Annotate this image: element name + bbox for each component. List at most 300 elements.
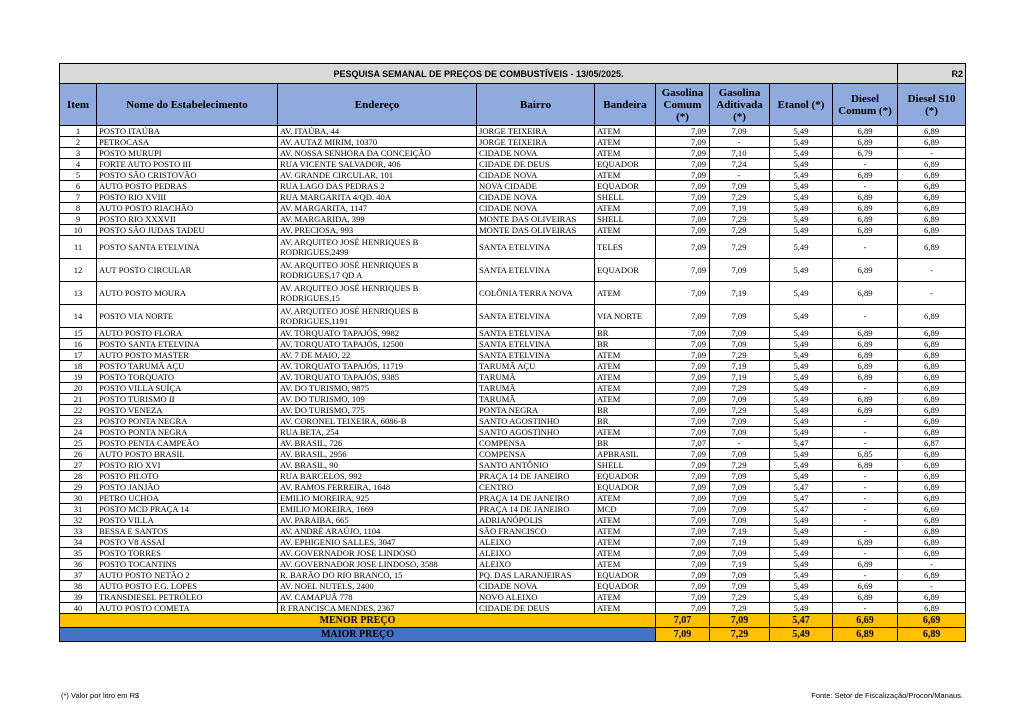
row-item: 23 <box>60 416 97 427</box>
row-gasolina-comum: 7,09 <box>656 225 710 236</box>
row-bairro: ALEIXO <box>477 548 595 559</box>
row-bandeira: ATEM <box>595 548 656 559</box>
row-bandeira: SHELL <box>595 192 656 203</box>
row-diesel-s10: 6,87 <box>898 438 966 449</box>
row-diesel-comum: - <box>833 383 898 394</box>
row-item: 37 <box>60 570 97 581</box>
row-gasolina-comum: 7,09 <box>656 603 710 614</box>
table-row <box>60 236 966 259</box>
row-etanol: 5,49 <box>770 181 833 192</box>
row-diesel-s10: 6,89 <box>898 515 966 526</box>
row-bandeira: EQUADOR <box>595 581 656 592</box>
row-item: 3 <box>60 148 97 159</box>
row-gasolina-comum: 7,09 <box>656 548 710 559</box>
row-endereco: R. BARÃO DO RIO BRANCO, 15 <box>278 570 477 581</box>
row-gasolina-comum: 7,09 <box>656 449 710 460</box>
row-item: 20 <box>60 383 97 394</box>
row-diesel-comum: 6,89 <box>833 214 898 225</box>
row-diesel-comum: - <box>833 236 898 259</box>
row-gasolina-aditivada: 7,09 <box>710 126 770 137</box>
row-gasolina-comum: 7,09 <box>656 282 710 305</box>
row-diesel-comum: 6,89 <box>833 192 898 203</box>
row-bairro: CIDADE DE DEUS <box>477 159 595 170</box>
row-nome: BESSA E SANTOS <box>97 526 278 537</box>
row-item: 32 <box>60 515 97 526</box>
row-etanol: 5,49 <box>770 328 833 339</box>
row-gasolina-aditivada: 7,09 <box>710 493 770 504</box>
row-endereco: AV. ARQUITEO JOSÉ HENRIQUES B RODRIGUES,15 <box>278 282 477 305</box>
row-etanol: 5,49 <box>770 282 833 305</box>
row-bairro: ALEIXO <box>477 559 595 570</box>
row-bandeira: BR <box>595 438 656 449</box>
column-header-row <box>60 84 966 126</box>
row-endereco: AV. ARQUITEO JOSÉ HENRIQUES B RODRIGUES,17 QD A <box>278 259 477 282</box>
table-row <box>60 203 966 214</box>
row-item: 6 <box>60 181 97 192</box>
row-gasolina-aditivada: 7,09 <box>710 581 770 592</box>
row-nome: POSTO VILLA SUÍÇA <box>97 383 278 394</box>
row-gasolina-comum: 7,09 <box>656 394 710 405</box>
table-row <box>60 126 966 137</box>
row-endereco: RUA BARCELOS, 992 <box>278 471 477 482</box>
row-gasolina-aditivada: 7,29 <box>710 236 770 259</box>
row-gasolina-comum: 7,09 <box>656 427 710 438</box>
table-row <box>60 493 966 504</box>
row-gasolina-comum: 7,09 <box>656 203 710 214</box>
row-gasolina-aditivada: 7,09 <box>710 305 770 328</box>
price-survey-sheet <box>59 63 965 642</box>
row-item: 1 <box>60 126 97 137</box>
row-diesel-s10: 6,89 <box>898 170 966 181</box>
row-bairro: CIDADE NOVA <box>477 170 595 181</box>
row-diesel-comum: - <box>833 526 898 537</box>
row-nome: POSTO RIO XVI <box>97 460 278 471</box>
row-diesel-s10: 6,89 <box>898 537 966 548</box>
row-gasolina-aditivada: - <box>710 438 770 449</box>
row-diesel-s10: - <box>898 581 966 592</box>
row-endereco: AV. ANDRÉ ARAÚJO, 1104 <box>278 526 477 537</box>
row-gasolina-aditivada: 7,29 <box>710 192 770 203</box>
row-bandeira: SHELL <box>595 214 656 225</box>
row-bairro: SANTO AGOSTINHO <box>477 416 595 427</box>
row-diesel-s10: 6,89 <box>898 236 966 259</box>
row-nome: POSTO V8 ASSAÍ <box>97 537 278 548</box>
table-row <box>60 214 966 225</box>
row-bandeira: ATEM <box>595 137 656 148</box>
row-diesel-comum: - <box>833 416 898 427</box>
row-gasolina-comum: 7,09 <box>656 570 710 581</box>
row-nome: FORTE AUTO POSTO III <box>97 159 278 170</box>
row-endereco: AV. CORONEL TEIXEIRA, 6086-B <box>278 416 477 427</box>
row-gasolina-comum: 7,09 <box>656 126 710 137</box>
row-endereco: AV. GRANDE CIRCULAR, 101 <box>278 170 477 181</box>
row-endereco: AV. CAMAPUÃ 778 <box>278 592 477 603</box>
row-bairro: SANTO ANTÔNIO <box>477 460 595 471</box>
row-gasolina-comum: 7,09 <box>656 148 710 159</box>
row-etanol: 5,49 <box>770 548 833 559</box>
row-endereco: AV. NOSSA SENHORA DA CONCEIÇÃO <box>278 148 477 159</box>
row-item: 17 <box>60 350 97 361</box>
row-diesel-s10: - <box>898 148 966 159</box>
row-etanol: 5,49 <box>770 159 833 170</box>
row-nome: POSTO SANTA ETELVINA <box>97 339 278 350</box>
row-gasolina-aditivada: 7,09 <box>710 515 770 526</box>
row-endereco: R FRANCISCA MENDES, 2367 <box>278 603 477 614</box>
row-gasolina-aditivada: - <box>710 170 770 181</box>
row-nome: POSTO MCD PRAÇA 14 <box>97 504 278 515</box>
row-diesel-comum: 6,89 <box>833 592 898 603</box>
row-gasolina-comum: 7,09 <box>656 214 710 225</box>
row-item: 13 <box>60 282 97 305</box>
menor-preco-row <box>60 614 966 628</box>
row-diesel-comum: - <box>833 548 898 559</box>
row-nome: AUTO POSTO MOURA <box>97 282 278 305</box>
row-bairro: SANTA ETELVINA <box>477 339 595 350</box>
row-nome: AUTO POSTO F.G. LOPES <box>97 581 278 592</box>
row-endereco: AV. RAMOS FERREIRA, 1648 <box>278 482 477 493</box>
row-endereco: EMILIO MOREIRA, 1669 <box>278 504 477 515</box>
row-diesel-s10: 6,89 <box>898 570 966 581</box>
row-diesel-comum: 6,89 <box>833 350 898 361</box>
row-etanol: 5,49 <box>770 449 833 460</box>
row-diesel-comum: 6,89 <box>833 170 898 181</box>
row-diesel-comum: 6,89 <box>833 328 898 339</box>
row-diesel-comum: 6,89 <box>833 259 898 282</box>
row-bandeira: ATEM <box>595 559 656 570</box>
row-bandeira: ATEM <box>595 537 656 548</box>
row-item: 4 <box>60 159 97 170</box>
row-etanol: 5,49 <box>770 148 833 159</box>
row-nome: POSTO SANTA ETELVINA <box>97 236 278 259</box>
row-etanol: 5,47 <box>770 504 833 515</box>
row-etanol: 5,49 <box>770 372 833 383</box>
row-gasolina-comum: 7,09 <box>656 137 710 148</box>
row-diesel-s10: 6,89 <box>898 192 966 203</box>
table-row <box>60 537 966 548</box>
row-bandeira: EQUADOR <box>595 259 656 282</box>
table-row <box>60 581 966 592</box>
row-diesel-comum: 6,89 <box>833 282 898 305</box>
menor-etanol: 5,47 <box>770 614 833 628</box>
row-bandeira: ATEM <box>595 350 656 361</box>
row-diesel-s10: 6,89 <box>898 350 966 361</box>
row-nome: AUTO POSTO MASTER <box>97 350 278 361</box>
row-gasolina-comum: 7,09 <box>656 515 710 526</box>
row-etanol: 5,49 <box>770 526 833 537</box>
col-etanol: Etanol (*) <box>770 84 833 126</box>
row-gasolina-aditivada: 7,09 <box>710 328 770 339</box>
row-bandeira: ATEM <box>595 203 656 214</box>
row-bandeira: VIA NORTE <box>595 305 656 328</box>
row-endereco: AV. DO TURISMO, 109 <box>278 394 477 405</box>
row-nome: POSTO VENEZA <box>97 405 278 416</box>
row-item: 25 <box>60 438 97 449</box>
row-diesel-comum: 6,89 <box>833 394 898 405</box>
row-bairro: SANTA ETELVINA <box>477 305 595 328</box>
table-row <box>60 170 966 181</box>
row-gasolina-aditivada: 7,09 <box>710 339 770 350</box>
row-endereco: AV. AUTAZ MIRIM, 10370 <box>278 137 477 148</box>
col-item: Item <box>60 84 97 126</box>
row-nome: POSTO JANJÃO <box>97 482 278 493</box>
row-item: 12 <box>60 259 97 282</box>
row-diesel-comum: - <box>833 482 898 493</box>
menor-diesel-s10: 6,69 <box>898 614 966 628</box>
table-row <box>60 603 966 614</box>
footer-source: Fonte: Setor de Fiscalização/Procon/Manaus. <box>811 691 963 700</box>
row-item: 19 <box>60 372 97 383</box>
row-diesel-s10: 6,89 <box>898 214 966 225</box>
row-bairro: PRAÇA 14 DE JANEIRO <box>477 504 595 515</box>
row-diesel-s10: 6,89 <box>898 361 966 372</box>
row-gasolina-comum: 7,09 <box>656 581 710 592</box>
row-bandeira: TELES <box>595 236 656 259</box>
row-gasolina-aditivada: 7,19 <box>710 559 770 570</box>
row-bandeira: ATEM <box>595 526 656 537</box>
menor-diesel-comum: 6,69 <box>833 614 898 628</box>
row-endereco: AV. PRECIOSA, 993 <box>278 225 477 236</box>
row-nome: AUTO POSTO PEDRAS <box>97 181 278 192</box>
row-item: 9 <box>60 214 97 225</box>
table-row <box>60 559 966 570</box>
table-row <box>60 148 966 159</box>
row-gasolina-comum: 7,09 <box>656 537 710 548</box>
maior-gasolina-comum: 7,09 <box>656 628 710 642</box>
row-diesel-s10: - <box>898 559 966 570</box>
row-gasolina-aditivada: 7,29 <box>710 383 770 394</box>
maior-gasolina-aditivada: 7,29 <box>710 628 770 642</box>
row-gasolina-aditivada: 7,29 <box>710 460 770 471</box>
row-diesel-comum: 6,89 <box>833 126 898 137</box>
row-bandeira: EQUADOR <box>595 471 656 482</box>
row-gasolina-comum: 7,09 <box>656 170 710 181</box>
row-gasolina-comum: 7,09 <box>656 361 710 372</box>
row-nome: TRANSDIESEL PETRÓLEO <box>97 592 278 603</box>
row-diesel-s10: - <box>898 259 966 282</box>
row-nome: PETROCASA <box>97 137 278 148</box>
row-endereco: AV. ITAÚBA, 44 <box>278 126 477 137</box>
table-row <box>60 405 966 416</box>
row-diesel-s10: 6,89 <box>898 305 966 328</box>
row-bandeira: BR <box>595 328 656 339</box>
row-etanol: 5,47 <box>770 438 833 449</box>
row-item: 33 <box>60 526 97 537</box>
row-nome: POSTO RIO XVIII <box>97 192 278 203</box>
row-etanol: 5,49 <box>770 394 833 405</box>
row-nome: PETRO UCHOA <box>97 493 278 504</box>
row-bairro: SANTA ETELVINA <box>477 328 595 339</box>
row-nome: POSTO PILOTO <box>97 471 278 482</box>
row-bairro: SANTO AGOSTINHO <box>477 427 595 438</box>
row-bairro: TARUMÃ <box>477 383 595 394</box>
row-bandeira: ATEM <box>595 126 656 137</box>
row-etanol: 5,47 <box>770 482 833 493</box>
table-row <box>60 526 966 537</box>
row-bairro: MONTE DAS OLIVEIRAS <box>477 214 595 225</box>
row-etanol: 5,49 <box>770 192 833 203</box>
row-gasolina-aditivada: 7,29 <box>710 225 770 236</box>
row-diesel-s10: 6,89 <box>898 592 966 603</box>
row-gasolina-aditivada: 7,19 <box>710 282 770 305</box>
col-endereco: Endereço <box>278 84 477 126</box>
row-bandeira: BR <box>595 339 656 350</box>
row-diesel-s10: 6,89 <box>898 225 966 236</box>
table-row <box>60 361 966 372</box>
row-item: 8 <box>60 203 97 214</box>
row-gasolina-aditivada: 7,09 <box>710 394 770 405</box>
table-row <box>60 515 966 526</box>
row-bandeira: MCD <box>595 504 656 515</box>
row-bairro: NOVO ALEIXO <box>477 592 595 603</box>
row-endereco: RUA VICENTE SALVADOR, 406 <box>278 159 477 170</box>
row-endereco: AV. BRASIL, 90 <box>278 460 477 471</box>
row-nome: AUTO POSTO NETÃO 2 <box>97 570 278 581</box>
price-table <box>59 63 966 642</box>
row-etanol: 5,49 <box>770 383 833 394</box>
row-diesel-comum: - <box>833 305 898 328</box>
row-bandeira: SHELL <box>595 460 656 471</box>
row-gasolina-aditivada: - <box>710 137 770 148</box>
table-row <box>60 416 966 427</box>
row-endereco: AV. PARAIBA, 665 <box>278 515 477 526</box>
row-item: 11 <box>60 236 97 259</box>
row-nome: POSTO PONTA NEGRA <box>97 427 278 438</box>
row-diesel-comum: 6,89 <box>833 339 898 350</box>
row-endereco: EMILIO MOREIRA, 925 <box>278 493 477 504</box>
row-bairro: SÃO FRANCISCO <box>477 526 595 537</box>
row-etanol: 5,49 <box>770 350 833 361</box>
row-endereco: AV. MARGARITA, 1147 <box>278 203 477 214</box>
col-diesel-s10: Diesel S10 (*) <box>898 84 966 126</box>
row-bairro: CENTRO <box>477 482 595 493</box>
row-gasolina-comum: 7,09 <box>656 259 710 282</box>
row-gasolina-comum: 7,09 <box>656 192 710 203</box>
maior-preco-label: MAIOR PREÇO <box>60 628 656 642</box>
row-gasolina-comum: 7,09 <box>656 159 710 170</box>
col-bairro: Bairro <box>477 84 595 126</box>
row-diesel-s10: 6,89 <box>898 460 966 471</box>
row-gasolina-comum: 7,09 <box>656 592 710 603</box>
row-bairro: PRAÇA 14 DE JANEIRO <box>477 493 595 504</box>
table-row <box>60 548 966 559</box>
row-bairro: CIDADE NOVA <box>477 148 595 159</box>
row-endereco: AV. BRASIL, 2956 <box>278 449 477 460</box>
row-diesel-comum: - <box>833 427 898 438</box>
row-etanol: 5,49 <box>770 214 833 225</box>
row-endereco: RUA BETA, 254 <box>278 427 477 438</box>
table-row <box>60 339 966 350</box>
row-endereco: AV. TORQUATO TAPAJÓS, 9385 <box>278 372 477 383</box>
row-item: 24 <box>60 427 97 438</box>
row-bandeira: ATEM <box>595 515 656 526</box>
row-bairro: JORGE TEIXEIRA <box>477 137 595 148</box>
row-bairro: PQ. DAS LARANJEIRAS <box>477 570 595 581</box>
row-bandeira: EQUADOR <box>595 482 656 493</box>
row-gasolina-comum: 7,09 <box>656 181 710 192</box>
row-item: 14 <box>60 305 97 328</box>
row-item: 18 <box>60 361 97 372</box>
row-bairro: COLÔNIA TERRA NOVA <box>477 282 595 305</box>
row-nome: POSTO TOCANTINS <box>97 559 278 570</box>
menor-preco-label: MENOR PREÇO <box>60 614 656 628</box>
row-diesel-comum: 6,89 <box>833 405 898 416</box>
row-diesel-comum: 6,89 <box>833 137 898 148</box>
row-item: 36 <box>60 559 97 570</box>
row-endereco: AV. TORQUATO TAPAJÓS, 12500 <box>278 339 477 350</box>
row-item: 21 <box>60 394 97 405</box>
row-diesel-comum: - <box>833 515 898 526</box>
row-item: 22 <box>60 405 97 416</box>
row-bandeira: ATEM <box>595 282 656 305</box>
row-item: 31 <box>60 504 97 515</box>
row-endereco: AV. GOVERNADOR JOSE LINDOSO, 3588 <box>278 559 477 570</box>
row-endereco: AV. BRASIL, 726 <box>278 438 477 449</box>
row-gasolina-aditivada: 7,19 <box>710 537 770 548</box>
survey-title: PESQUISA SEMANAL DE PREÇOS DE COMBUSTÍVEIS - 13/05/2025. <box>60 64 898 84</box>
col-gasolina-aditivada: Gasolina Aditivada (*) <box>710 84 770 126</box>
row-diesel-comum: 6,89 <box>833 460 898 471</box>
row-diesel-s10: 6,89 <box>898 126 966 137</box>
row-bairro: TARUMÃ <box>477 394 595 405</box>
row-gasolina-aditivada: 7,29 <box>710 350 770 361</box>
row-bairro: SANTA ETELVINA <box>477 236 595 259</box>
row-diesel-s10: 6,89 <box>898 394 966 405</box>
row-bandeira: EQUADOR <box>595 570 656 581</box>
row-gasolina-aditivada: 7,29 <box>710 405 770 416</box>
row-gasolina-comum: 7,09 <box>656 350 710 361</box>
table-body <box>60 126 966 614</box>
row-item: 40 <box>60 603 97 614</box>
row-item: 16 <box>60 339 97 350</box>
row-etanol: 5,49 <box>770 592 833 603</box>
table-row <box>60 282 966 305</box>
row-gasolina-aditivada: 7,10 <box>710 148 770 159</box>
footer-note: (*) Valor por litro em R$ <box>61 691 140 700</box>
row-etanol: 5,49 <box>770 236 833 259</box>
row-gasolina-aditivada: 7,09 <box>710 181 770 192</box>
row-etanol: 5,49 <box>770 339 833 350</box>
row-endereco: AV. ARQUITEO JOSÉ HENRIQUES B RODRIGUES,1191 <box>278 305 477 328</box>
row-bairro: CIDADE NOVA <box>477 192 595 203</box>
row-bairro: ALEIXO <box>477 537 595 548</box>
row-nome: POSTO VILLA <box>97 515 278 526</box>
row-etanol: 5,49 <box>770 559 833 570</box>
row-nome: POSTO VIA NORTE <box>97 305 278 328</box>
table-row <box>60 438 966 449</box>
row-bairro: SANTA ETELVINA <box>477 259 595 282</box>
row-bairro: CIDADE NOVA <box>477 581 595 592</box>
row-nome: POSTO MURUPI <box>97 148 278 159</box>
col-gasolina-comum: Gasolina Comum (*) <box>656 84 710 126</box>
maior-etanol: 5,49 <box>770 628 833 642</box>
row-item: 39 <box>60 592 97 603</box>
row-diesel-s10: 6,89 <box>898 603 966 614</box>
row-item: 2 <box>60 137 97 148</box>
row-nome: POSTO SÃO CRISTOVÃO <box>97 170 278 181</box>
row-nome: POSTO PONTA NEGRA <box>97 416 278 427</box>
maior-diesel-comum: 6,89 <box>833 628 898 642</box>
row-nome: POSTO SÃO JUDAS TADEU <box>97 225 278 236</box>
row-gasolina-aditivada: 7,24 <box>710 159 770 170</box>
row-nome: AUTO POSTO COMETA <box>97 603 278 614</box>
row-item: 7 <box>60 192 97 203</box>
row-diesel-comum: - <box>833 570 898 581</box>
row-bandeira: BR <box>595 416 656 427</box>
row-endereco: AV. 7 DE MAIO, 22 <box>278 350 477 361</box>
row-gasolina-comum: 7,09 <box>656 559 710 570</box>
row-bairro: CIDADE DE DEUS <box>477 603 595 614</box>
table-row <box>60 482 966 493</box>
